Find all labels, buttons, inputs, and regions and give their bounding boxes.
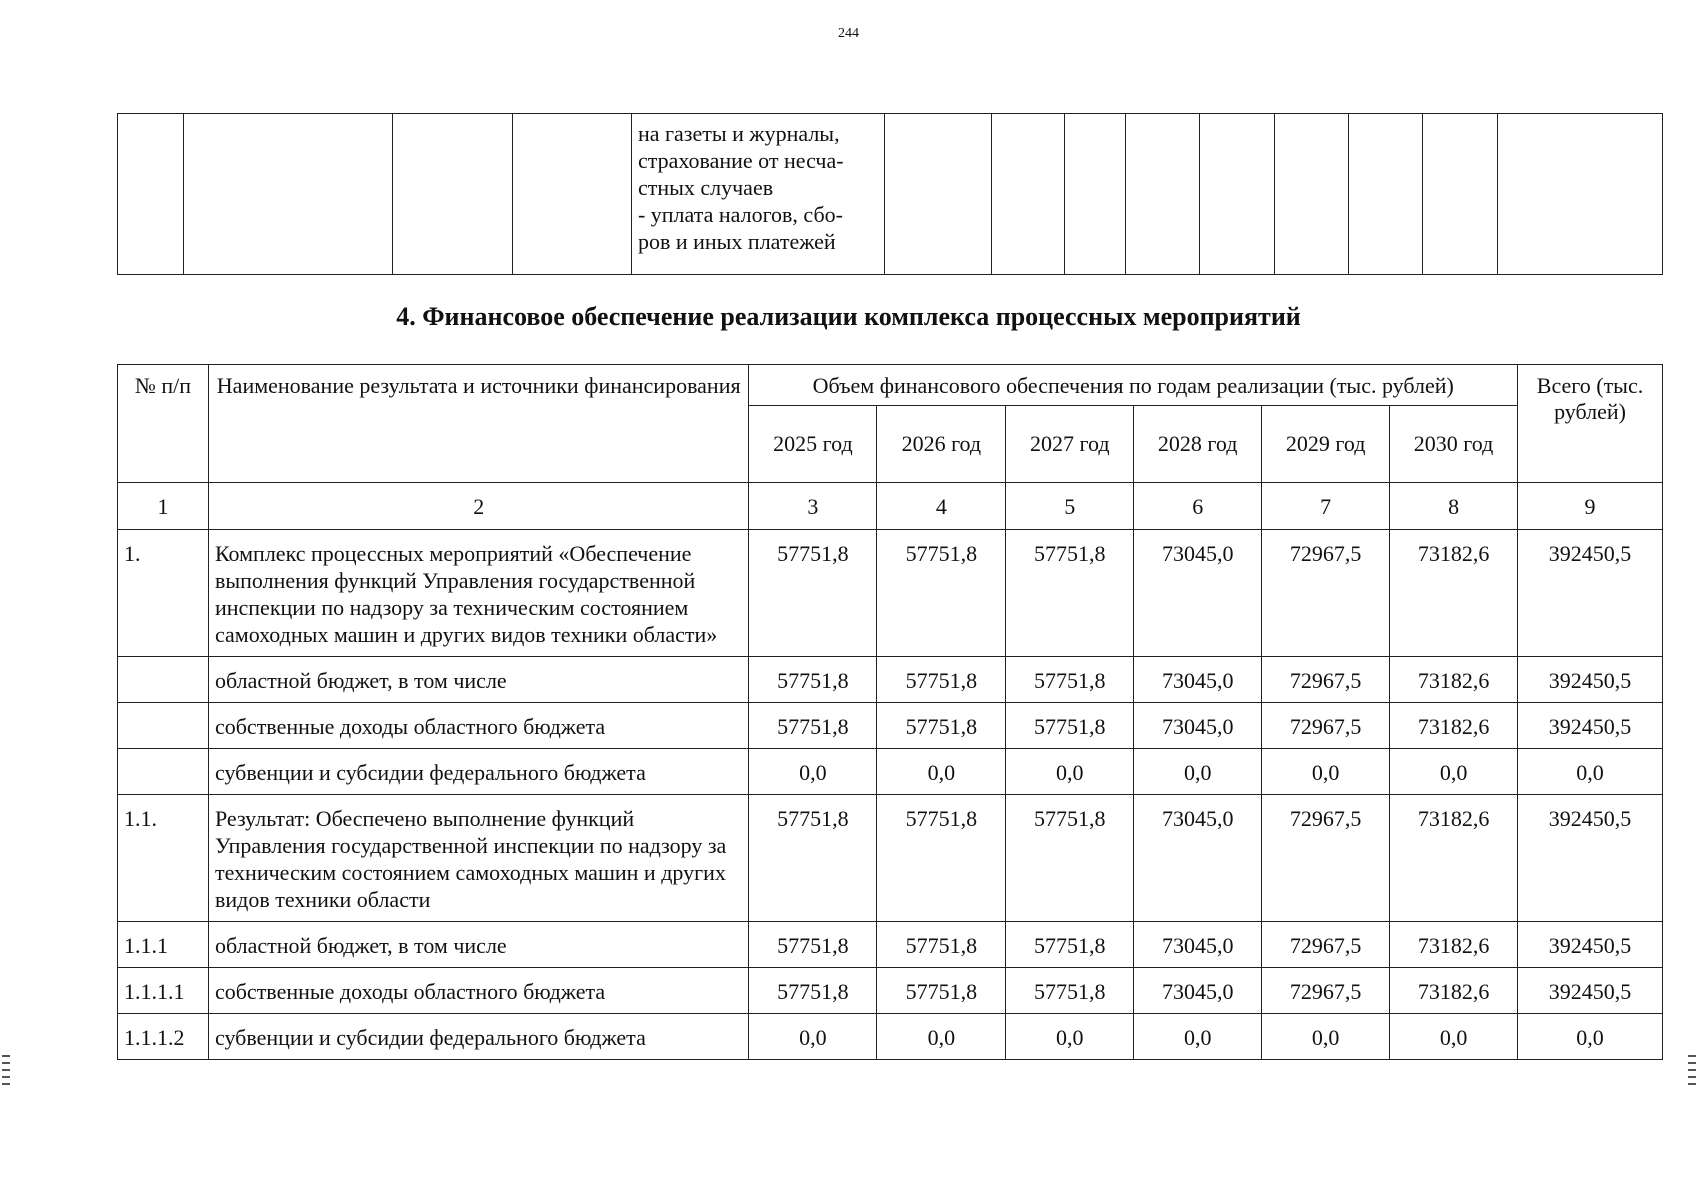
year-value: 73045,0 [1134,530,1262,657]
year-value: 73182,6 [1390,968,1518,1014]
year-value: 57751,8 [749,968,877,1014]
row-number: 1.1.1.1 [118,968,209,1014]
fragment-line: стных случаев [637,175,774,200]
row-name: Результат: Обеспечено выполнение функций Управления государственной инспекции по надзору за техническим состоянием самоходных машин и других видов техники области [208,795,748,922]
row-total: 392450,5 [1518,968,1663,1014]
year-value: 72967,5 [1262,968,1390,1014]
year-value: 73182,6 [1390,703,1518,749]
row-name: субвенции и субсидии федерального бюджета [208,1014,748,1060]
year-value: 0,0 [1262,1014,1390,1060]
table-row [118,657,1663,703]
row-name: собственные доходы областного бюджета [208,968,748,1014]
row-number: 1.1.1 [118,922,209,968]
year-value: 57751,8 [749,922,877,968]
year-value: 73045,0 [1134,795,1262,922]
year-value: 73182,6 [1390,922,1518,968]
page-number: 244 [838,26,859,41]
fragment-line: ров и иных платежей [637,229,836,254]
table-row [118,968,1663,1014]
row-number [118,657,209,703]
fragment-cell [512,114,631,275]
fragment-line: на газеты и журналы, [637,121,840,146]
column-number: 3 [749,483,877,530]
year-value: 0,0 [1262,749,1390,795]
column-number: 9 [1518,483,1663,530]
fragment-cell [1497,114,1662,275]
row-number: 1.1. [118,795,209,922]
fragment-cell [885,114,992,275]
year-value: 57751,8 [1006,968,1134,1014]
fragment-line: - уплата налогов, сбо- [637,202,843,227]
year-value: 0,0 [1006,1014,1134,1060]
year-value: 0,0 [1390,1014,1518,1060]
column-number: 6 [1134,483,1262,530]
section-title: 4. Финансовое обеспечение реализации комплекса процессных мероприятий [396,302,1301,331]
header-volume: Объем финансового обеспечения по годам реализации (тыс. рублей) [749,365,1518,406]
fragment-cell [1274,114,1348,275]
row-total: 392450,5 [1518,657,1663,703]
year-value: 57751,8 [877,922,1006,968]
row-name: Комплекс процессных мероприятий «Обеспечение выполнения функций Управления государственной инспекции по надзору за техническим состоянием самоходных машин и других видов техники области» [208,530,748,657]
fragment-cell [1200,114,1274,275]
year-value: 57751,8 [749,795,877,922]
year-value: 57751,8 [749,703,877,749]
year-value: 57751,8 [877,795,1006,922]
table-row [118,703,1663,749]
fragment-cell [118,114,184,275]
fragment-row [118,114,1663,275]
year-value: 72967,5 [1262,703,1390,749]
header-year: 2027 год [1006,406,1134,483]
year-value: 57751,8 [877,703,1006,749]
header-total: Всего (тыс. рублей) [1518,365,1663,483]
year-value: 72967,5 [1262,657,1390,703]
year-value: 57751,8 [749,530,877,657]
column-number: 2 [208,483,748,530]
row-total: 392450,5 [1518,922,1663,968]
year-value: 0,0 [877,749,1006,795]
year-value: 57751,8 [1006,703,1134,749]
fragment-cell [1423,114,1497,275]
fragment-line: страхование от несча- [637,148,844,173]
row-total: 392450,5 [1518,795,1663,922]
year-value: 0,0 [749,749,877,795]
row-number: 1.1.1.2 [118,1014,209,1060]
row-name: собственные доходы областного бюджета [208,703,748,749]
column-number: 8 [1390,483,1518,530]
row-number [118,703,209,749]
year-value: 0,0 [1390,749,1518,795]
column-number: 4 [877,483,1006,530]
row-name: областной бюджет, в том числе [208,657,748,703]
year-value: 0,0 [749,1014,877,1060]
fragment-text-cell [631,114,884,275]
row-name: субвенции и субсидии федерального бюджета [208,749,748,795]
header-row [118,365,1663,406]
header-year: 2029 год [1262,406,1390,483]
year-value: 57751,8 [1006,530,1134,657]
fragment-cell [1125,114,1199,275]
margin-marks [2,1055,10,1087]
continued-table-fragment [117,113,1663,275]
year-value: 0,0 [877,1014,1006,1060]
header-year: 2025 год [749,406,877,483]
column-number: 7 [1262,483,1390,530]
year-value: 73045,0 [1134,922,1262,968]
year-value: 0,0 [1006,749,1134,795]
year-value: 57751,8 [877,968,1006,1014]
header-num: № п/п [118,365,209,483]
year-value: 72967,5 [1262,922,1390,968]
year-value: 0,0 [1134,1014,1262,1060]
row-number [118,749,209,795]
column-number: 1 [118,483,209,530]
year-value: 73045,0 [1134,703,1262,749]
table-row [118,749,1663,795]
margin-marks [1688,1055,1696,1087]
row-number: 1. [118,530,209,657]
year-value: 73182,6 [1390,795,1518,922]
year-value: 73045,0 [1134,968,1262,1014]
table-row [118,922,1663,968]
table-row [118,530,1663,657]
year-value: 57751,8 [877,657,1006,703]
year-value: 73045,0 [1134,657,1262,703]
year-value: 57751,8 [1006,922,1134,968]
year-value: 57751,8 [749,657,877,703]
year-value: 57751,8 [877,530,1006,657]
financing-table [117,364,1663,1060]
year-value: 57751,8 [1006,657,1134,703]
row-name: областной бюджет, в том числе [208,922,748,968]
year-value: 0,0 [1134,749,1262,795]
row-total: 0,0 [1518,749,1663,795]
year-value: 57751,8 [1006,795,1134,922]
row-total: 0,0 [1518,1014,1663,1060]
row-total: 392450,5 [1518,703,1663,749]
year-value: 72967,5 [1262,795,1390,922]
column-number-row [118,483,1663,530]
header-year: 2028 год [1134,406,1262,483]
fragment-cell [992,114,1065,275]
fragment-cell [1065,114,1126,275]
header-name: Наименование результата и источники финансирования [208,365,748,483]
header-year: 2030 год [1390,406,1518,483]
header-year: 2026 год [877,406,1006,483]
fragment-cell [393,114,512,275]
column-number: 5 [1006,483,1134,530]
fragment-cell [183,114,392,275]
year-value: 72967,5 [1262,530,1390,657]
table-row [118,1014,1663,1060]
year-value: 73182,6 [1390,657,1518,703]
table-row [118,795,1663,922]
fragment-cell [1348,114,1422,275]
year-value: 73182,6 [1390,530,1518,657]
row-total: 392450,5 [1518,530,1663,657]
